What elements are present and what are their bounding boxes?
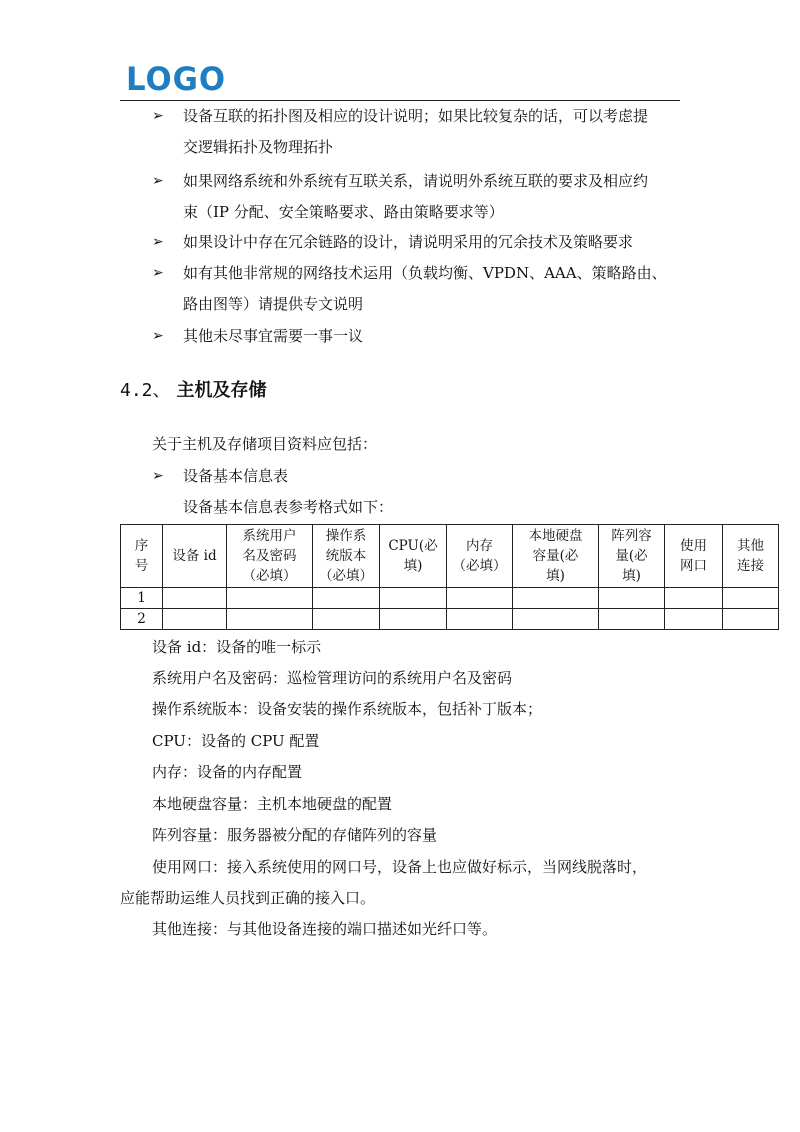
table-cell bbox=[313, 609, 380, 630]
list-item-line: 设备基本信息表 bbox=[183, 467, 289, 485]
column-header: 使用 网口 bbox=[665, 525, 723, 588]
list-item-text bbox=[183, 101, 690, 163]
logo bbox=[124, 60, 228, 96]
column-header: 操作系 统版本 （必填） bbox=[313, 525, 380, 588]
list-item bbox=[150, 461, 690, 492]
table-cell bbox=[313, 588, 380, 609]
table-row bbox=[121, 609, 779, 630]
definition-network-port: 使用网口：接入系统使用的网口号，设备上也应做好标示，当网线脱落时， bbox=[152, 858, 648, 876]
column-header: 其他 连接 bbox=[723, 525, 779, 588]
table-cell bbox=[665, 588, 723, 609]
table-cell bbox=[599, 609, 665, 630]
list-item bbox=[150, 227, 690, 258]
column-header: 系统用户 名及密码 （必填） bbox=[227, 525, 313, 588]
list-item-text bbox=[183, 258, 690, 320]
table-cell bbox=[447, 588, 513, 609]
table-cell bbox=[513, 609, 599, 630]
list-item-line: 如果设计中存在冗余链路的设计，请说明采用的冗余技术及策略要求 bbox=[183, 233, 634, 251]
table-row bbox=[121, 588, 779, 609]
table-cell bbox=[227, 588, 313, 609]
list-item-line: 束（IP 分配、安全策略要求、路由策略要求等） bbox=[183, 203, 504, 221]
table-cell bbox=[723, 588, 779, 609]
list-item-line: 如有其他非常规的网络技术运用（负载均衡、VPDN、AAA、策略路由、 bbox=[183, 264, 667, 282]
list-item-line: 如果网络系统和外系统有互联关系，请说明外系统互联的要求及相应约 bbox=[183, 172, 649, 190]
table-cell bbox=[513, 588, 599, 609]
list-item-text bbox=[183, 227, 690, 258]
definition-local-disk: 本地硬盘容量：主机本地硬盘的配置 bbox=[152, 795, 393, 813]
table-cell bbox=[163, 588, 227, 609]
intro-paragraph: 关于主机及存储项目资料应包括： bbox=[152, 435, 378, 453]
definition-other-connection: 其他连接：与其他设备连接的端口描述如光纤口等。 bbox=[152, 920, 498, 938]
arrow-bullet-icon: ➢ bbox=[152, 468, 164, 484]
column-header: 阵列容 量(必 填) bbox=[599, 525, 665, 588]
list-item-line: 设备互联的拓扑图及相应的设计说明；如果比较复杂的话，可以考虑提 bbox=[183, 107, 649, 125]
definition-user-password: 系统用户名及密码：巡检管理访问的系统用户名及密码 bbox=[152, 669, 513, 687]
column-header: 序 号 bbox=[121, 525, 163, 588]
table-cell bbox=[163, 609, 227, 630]
list-item-line: 交逻辑拓扑及物理拓扑 bbox=[183, 138, 334, 156]
list-item bbox=[150, 321, 690, 352]
arrow-bullet-icon: ➢ bbox=[152, 108, 164, 124]
list-item-text bbox=[183, 166, 690, 228]
table-cell bbox=[723, 609, 779, 630]
column-header: 内存 （必填） bbox=[447, 525, 513, 588]
logo-text: LOGO bbox=[126, 60, 226, 96]
definition-memory: 内存：设备的内存配置 bbox=[152, 763, 303, 781]
table-caption: 设备基本信息表参考格式如下： bbox=[183, 498, 394, 516]
table-cell bbox=[380, 609, 447, 630]
definition-array-capacity: 阵列容量：服务器被分配的存储阵列的容量 bbox=[152, 826, 438, 844]
arrow-bullet-icon: ➢ bbox=[152, 265, 164, 281]
section-title: 主机及存储 bbox=[176, 380, 267, 401]
section-heading bbox=[120, 376, 267, 402]
list-item bbox=[150, 166, 690, 228]
definition-network-port-cont: 应能帮助运维人员找到正确的接入口。 bbox=[120, 889, 376, 907]
table-header-row bbox=[121, 525, 779, 588]
arrow-bullet-icon: ➢ bbox=[152, 173, 164, 189]
table-cell: 2 bbox=[121, 609, 163, 630]
list-item-line: 其他未尽事宜需要一事一议 bbox=[183, 327, 364, 345]
list-item bbox=[150, 258, 690, 320]
table-cell: 1 bbox=[121, 588, 163, 609]
column-header: 设备 id bbox=[163, 525, 227, 588]
list-item-text bbox=[183, 321, 690, 352]
list-item-line: 路由图等）请提供专文说明 bbox=[183, 295, 364, 313]
list-item-text bbox=[183, 461, 690, 492]
arrow-bullet-icon: ➢ bbox=[152, 234, 164, 250]
table-cell bbox=[447, 609, 513, 630]
section-number: 4.2、 bbox=[120, 380, 171, 401]
table-cell bbox=[665, 609, 723, 630]
arrow-bullet-icon: ➢ bbox=[152, 328, 164, 344]
device-info-table bbox=[120, 524, 779, 630]
column-header: 本地硬盘 容量(必 填) bbox=[513, 525, 599, 588]
table-cell bbox=[227, 609, 313, 630]
column-header: CPU(必 填) bbox=[380, 525, 447, 588]
definition-os-version: 操作系统版本：设备安装的操作系统版本，包括补丁版本； bbox=[152, 700, 543, 718]
list-item bbox=[150, 101, 690, 163]
table-cell bbox=[380, 588, 447, 609]
table-cell bbox=[599, 588, 665, 609]
definition-device-id: 设备 id：设备的唯一标示 bbox=[152, 638, 322, 656]
definition-cpu: CPU：设备的 CPU 配置 bbox=[152, 732, 320, 750]
